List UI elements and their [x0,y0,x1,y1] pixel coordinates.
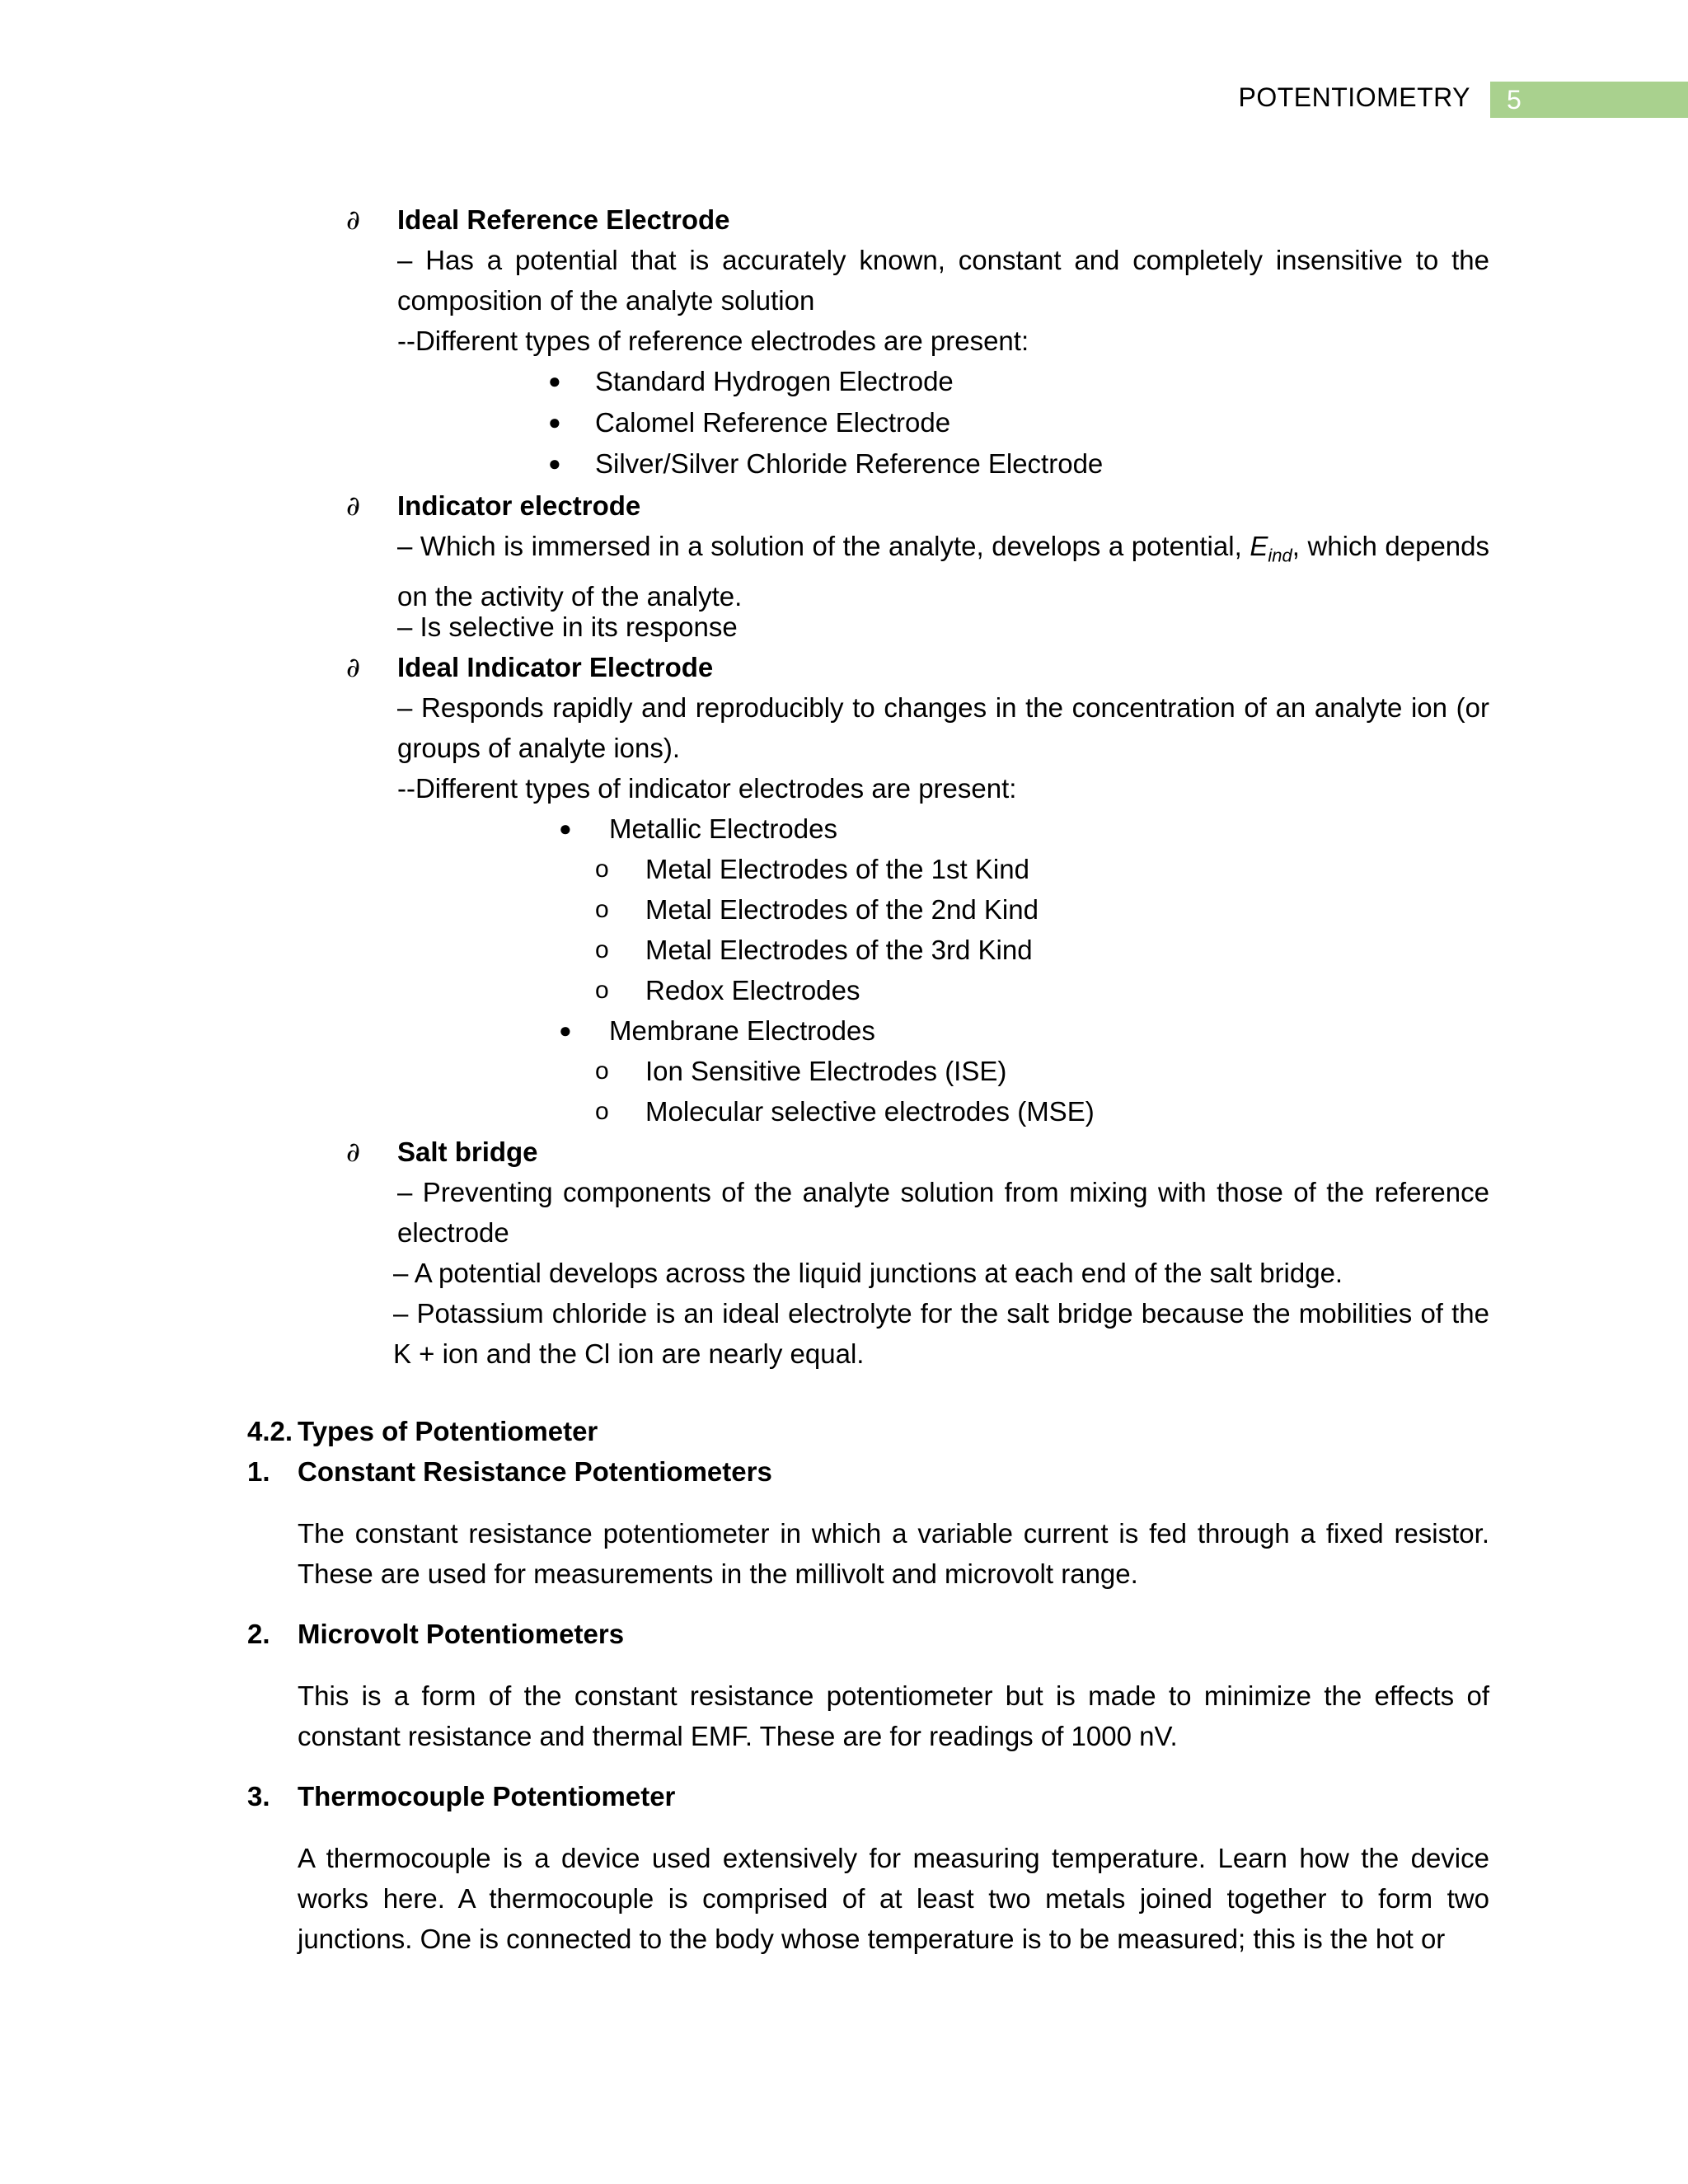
reference-types-intro: --Different types of reference electrodes are present: [397,326,1029,356]
list-item: Membrane Electrodes [609,1015,875,1046]
circle-bullet-icon: o [595,1098,609,1125]
indicator-selective-note: – Is selective in its response [397,612,738,642]
item-body: The constant resistance potentiometer in which a variable current is fed through a fixed resistor. These are used for measurements in the millivolt and microvolt range. [298,1518,1489,1589]
bullet-icon: ● [548,410,561,434]
item-title: Thermocouple Potentiometer [298,1781,676,1811]
item-number: 2. [247,1619,270,1649]
salt-bridge-kcl-note: – Potassium chloride is an ideal electrolyte for the salt bridge because the mobilities of the K + ion and the Cl ion are nearly equal. [393,1298,1489,1369]
sub-list-item: Metal Electrodes of the 3rd Kind [645,935,1033,965]
text-run: , which depends on the activity of the analyte. [397,531,1490,612]
sub-list-item: Ion Sensitive Electrodes (ISE) [645,1056,1007,1086]
sub-list-item: Metal Electrodes of the 2nd Kind [645,894,1039,925]
ideal-indicator-description: – Responds rapidly and reproducibly to changes in the concentration of an analyte ion (or groups of analyte ions). [397,692,1489,763]
circle-bullet-icon: o [595,855,609,883]
section-title: Indicator electrode [397,490,641,521]
partial-symbol-icon: ∂ [346,204,361,236]
partial-symbol-icon: ∂ [346,1136,361,1168]
ideal-reference-description: – Has a potential that is accurately known, constant and completely insensitive to the composition of the analyte solution [397,245,1489,316]
page-number-badge: 5 [1490,82,1688,118]
item-body: This is a form of the constant resistance potentiometer but is made to minimize the effects of constant resistance and thermal EMF. These are for readings of 1000 nV. [298,1680,1489,1751]
salt-bridge-description: – Preventing components of the analyte solution from mixing with those of the reference electrode [397,1177,1489,1248]
circle-bullet-icon: o [595,977,609,1004]
partial-symbol-icon: ∂ [346,651,361,683]
item-title: Constant Resistance Potentiometers [298,1456,772,1487]
item-number: 3. [247,1781,270,1811]
list-item: Calomel Reference Electrode [595,407,951,438]
list-item: Metallic Electrodes [609,813,837,844]
section-title: Salt bridge [397,1137,538,1167]
list-item: Silver/Silver Chloride Reference Electrode [595,448,1104,479]
potential-variable [1250,531,1292,566]
section-title: Ideal Indicator Electrode [397,652,714,682]
circle-bullet-icon: o [595,1057,609,1085]
list-item: Standard Hydrogen Electrode [595,366,954,396]
variable-letter: E [1250,531,1268,561]
item-title: Microvolt Potentiometers [298,1619,625,1649]
item-number: 1. [247,1456,270,1487]
running-header-title: POTENTIOMETRY [1238,82,1470,112]
bullet-icon: ● [548,368,561,393]
indicator-electrode-description [397,526,1489,616]
circle-bullet-icon: o [595,896,609,923]
bullet-icon: ● [559,1018,572,1043]
text-run: – Which is immersed in a solution of the analyte, develops a potential, [397,531,1250,561]
section-number: 4.2. [247,1416,293,1446]
item-body: A thermocouple is a device used extensively for measuring temperature. Learn how the device works here. A thermocouple is comprised of at least two metals joined together to form two junctions. One is connected to the body whose temperature is to be measured; this is the hot or [298,1843,1489,1954]
circle-bullet-icon: o [595,936,609,963]
bullet-icon: ● [559,816,572,841]
sub-list-item: Redox Electrodes [645,975,860,1005]
indicator-types-intro: --Different types of indicator electrodes are present: [397,773,1017,804]
bullet-icon: ● [548,451,561,476]
sub-list-item: Molecular selective electrodes (MSE) [645,1096,1095,1127]
salt-bridge-junction-note: – A potential develops across the liquid junctions at each end of the salt bridge. [393,1258,1343,1288]
variable-subscript: ind [1268,545,1292,566]
section-heading-types: Types of Potentiometer [298,1416,598,1446]
section-title: Ideal Reference Electrode [397,204,730,235]
sub-list-item: Metal Electrodes of the 1st Kind [645,854,1029,884]
partial-symbol-icon: ∂ [346,490,361,522]
